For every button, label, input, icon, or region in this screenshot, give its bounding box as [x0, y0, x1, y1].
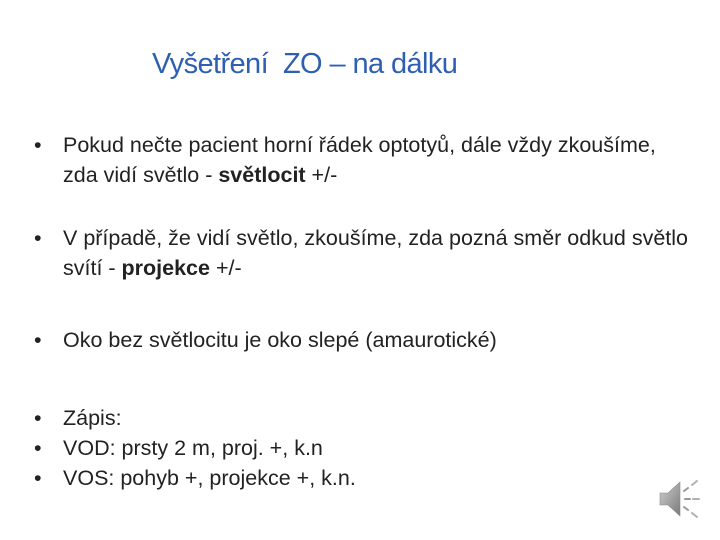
bullet-glyph: •	[34, 133, 42, 157]
bullet-bold-term: světlocit	[218, 163, 306, 187]
slide-title: Vyšetření ZO – na dálku	[152, 48, 458, 80]
bullet-item-2	[34, 223, 694, 283]
bullet-text: V případě, že vidí světlo, zkoušíme, zda pozná směr odkud světlo svítí -	[63, 226, 689, 280]
speaker-icon-graphic	[654, 474, 704, 524]
bullet-text: VOS: pohyb +, projekce +, k.n.	[63, 466, 356, 490]
bullet-item-3	[34, 325, 694, 355]
bullet-text: VOD: prsty 2 m, proj. +, k.n	[63, 436, 323, 460]
bullet-glyph: •	[34, 226, 42, 250]
bullet-suffix: +/-	[305, 163, 338, 187]
bullet-text: Pokud nečte pacient horní řádek optotyů, dále vždy zkoušíme, zda vidí světlo -	[63, 133, 656, 187]
bullet-glyph: •	[34, 406, 42, 430]
bullet-text: Zápis:	[63, 406, 122, 430]
bullet-bold-term: projekce	[121, 256, 210, 280]
speaker-icon[interactable]	[654, 474, 704, 524]
bullet-suffix: +/-	[209, 256, 242, 280]
bullet-item-1	[34, 130, 694, 190]
bullet-glyph: •	[34, 466, 42, 490]
bullet-text: Oko bez světlocitu je oko slepé (amaurotické)	[63, 328, 497, 352]
bullet-list	[34, 130, 694, 493]
bullet-item-4	[34, 403, 694, 433]
bullet-glyph: •	[34, 436, 42, 460]
bullet-item-5	[34, 433, 694, 463]
bullet-glyph: •	[34, 328, 42, 352]
bullet-item-6	[34, 463, 694, 493]
